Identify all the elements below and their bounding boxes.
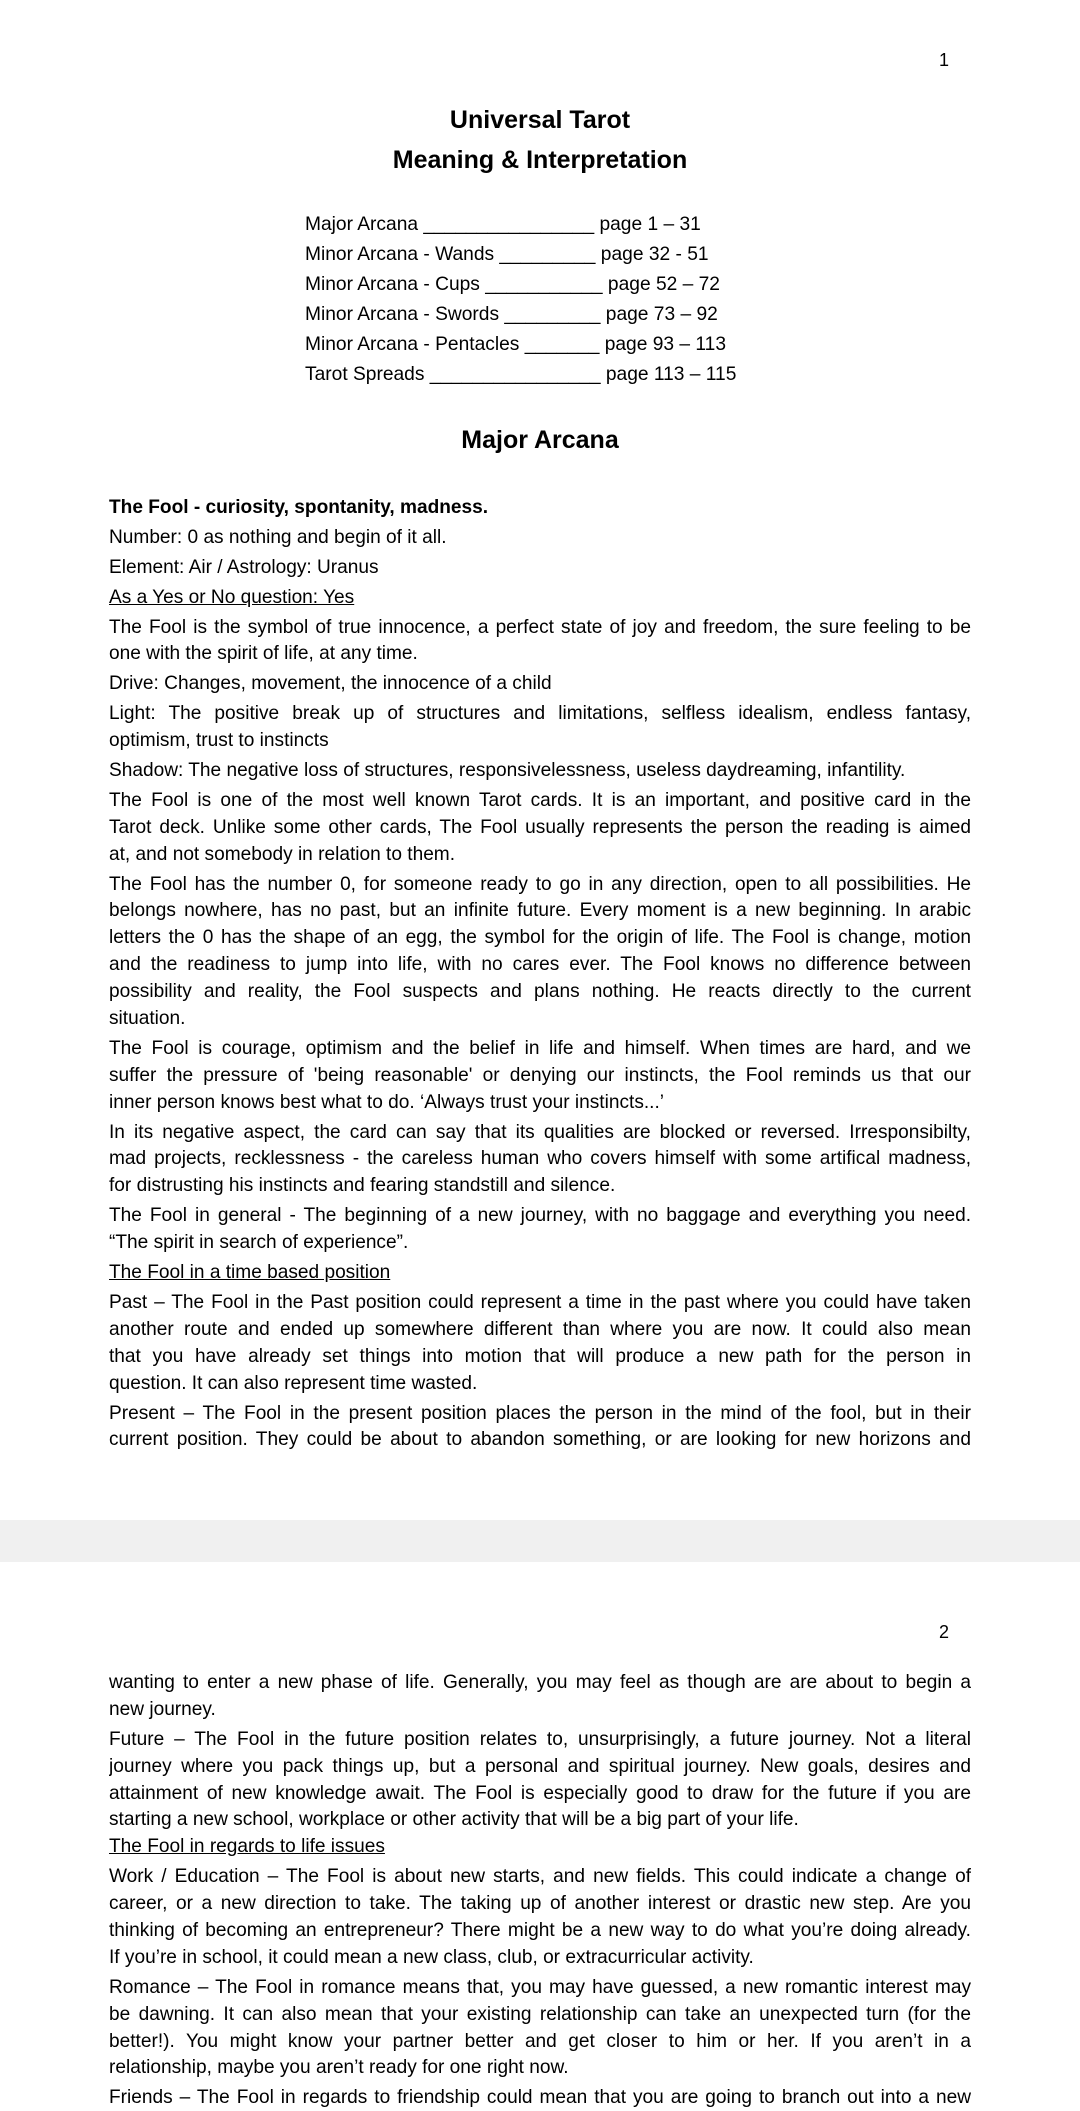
- text-line: relationship, maybe you aren’t ready for one right now.: [109, 2057, 569, 2079]
- friends-paragraph: [109, 2085, 971, 2111]
- yes-no-answer: As a Yes or No question: Yes: [109, 586, 355, 608]
- life-issues-heading: The Fool in regards to life issues: [109, 1836, 385, 1858]
- page-1-body: [109, 495, 971, 1454]
- text-line: “The spirit in search of experience”.: [109, 1232, 409, 1254]
- intro-paragraph: [109, 615, 971, 669]
- drive-line: Drive: Changes, movement, the innocence of a child: [109, 673, 552, 695]
- text-line: Light: The positive break up of structures and limitations, selfless idealism, endless fantasy,: [109, 703, 971, 725]
- text-line: The Fool is the symbol of true innocence, a perfect state of joy and freedom, the sure feeling to be: [109, 616, 971, 638]
- text-line: The Fool in general - The beginning of a new journey, with no baggage and everything you need.: [109, 1205, 971, 1227]
- text-line: situation.: [109, 1008, 186, 1030]
- text-line: Romance – The Fool in romance means that, you may have guessed, a new romantic interest may: [109, 1976, 971, 1998]
- shadow-line: Shadow: The negative loss of structures, responsivelessness, useless daydreaming, infantility.: [109, 760, 906, 782]
- toc-entry-wands: Minor Arcana - Wands _________ page 32 - 51: [305, 244, 709, 265]
- document-subtitle: Meaning & Interpretation: [392, 146, 688, 174]
- text-line: thinking of becoming an entrepreneur? There might be a new way to do what you’re doing already.: [109, 1920, 971, 1942]
- text-line: one with the spirit of life, at any time.: [109, 643, 418, 665]
- romance-paragraph: [109, 1975, 971, 2083]
- document-page-2: [0, 1562, 1080, 2111]
- general-paragraph: [109, 1203, 971, 1257]
- toc-entry-swords: Minor Arcana - Swords _________ page 73 – 92: [305, 304, 718, 325]
- well-known-paragraph: [109, 788, 971, 869]
- section-heading: Major Arcana: [461, 426, 619, 454]
- text-line: letters the 0 has the shape of an egg, the symbol for the origin of life. The Fool is change, motion: [109, 927, 971, 949]
- present-paragraph: [109, 1401, 971, 1455]
- text-line: optimism, trust to instincts: [109, 730, 329, 752]
- text-line: Past – The Fool in the Past position could represent a time in the past where you could have taken: [109, 1291, 971, 1313]
- card-heading: The Fool - curiosity, spontanity, madness.: [109, 497, 489, 518]
- text-line: starting a new school, workplace or other activity that will be a big part of your life.: [109, 1809, 799, 1831]
- text-line: at, and not somebody in relation to them.: [109, 843, 456, 865]
- text-line: for distrusting his instincts and fearing standstill and silence.: [109, 1175, 616, 1197]
- page-number: 1: [938, 50, 949, 70]
- card-number: Number: 0 as nothing and begin of it all.: [109, 526, 447, 548]
- text-line: In its negative aspect, the card can say that its qualities are blocked or reversed. Irresponsibilty,: [109, 1121, 971, 1143]
- time-position-heading: The Fool in a time based position: [109, 1262, 391, 1284]
- text-line: current position. They could be about to abandon something, or are looking for new horizons and: [109, 1429, 971, 1451]
- future-paragraph: [109, 1727, 971, 1835]
- text-line: new journey.: [109, 1698, 216, 1720]
- text-line: belongs nowhere, has no past, but an infinite future. Every moment is a new beginning. In arabic: [109, 900, 971, 922]
- page-2-body: [109, 1670, 971, 2111]
- text-line: suffer the pressure of 'being reasonable' or denying our instincts, the Fool reminds us that our: [109, 1064, 971, 1086]
- text-line: that you have already set things into motion that will produce a new path for the person in: [109, 1345, 971, 1367]
- toc-entry-pentacles: Minor Arcana - Pentacles _______ page 93 – 113: [305, 334, 726, 355]
- text-line: inner person knows best what to do. ‘Always trust your instincts...’: [109, 1091, 665, 1113]
- text-line: and the readiness to jump into life, with no cares ever. The Fool knows no difference between: [109, 954, 971, 976]
- page-number: 2: [938, 1622, 949, 1642]
- toc-entry-major-arcana: Major Arcana ________________ page 1 – 31: [305, 214, 701, 235]
- text-line: Present – The Fool in the present position places the person in the mind of the fool, but in their: [109, 1402, 971, 1424]
- text-line: possibility and reality, the Fool suspects and plans nothing. He reacts directly to the current: [109, 981, 971, 1003]
- text-line: If you’re in school, it could mean a new class, club, or extracurricular activity.: [109, 1946, 754, 1968]
- text-line: Tarot deck. Unlike some other cards, The Fool usually represents the person the reading is aimed: [109, 816, 971, 838]
- work-paragraph: [109, 1864, 971, 1972]
- negative-aspect-paragraph: [109, 1120, 971, 1201]
- text-line: Work / Education – The Fool is about new starts, and new fields. This could indicate a change of: [109, 1866, 971, 1888]
- toc-entry-spreads: Tarot Spreads ________________ page 113 – 115: [305, 364, 737, 385]
- text-line: career, or a new direction to take. The taking up of another interest or drastic new step. Are you: [109, 1893, 971, 1915]
- text-line: The Fool is courage, optimism and the belief in life and himself. When times are hard, and we: [109, 1037, 971, 1059]
- toc-entry-cups: Minor Arcana - Cups ___________ page 52 – 72: [305, 274, 720, 295]
- text-line: Friends – The Fool in regards to friendship could mean that you are going to branch out into a new: [109, 2087, 971, 2109]
- text-line: attainment of new knowledge await. The Fool is especially good to draw for the future if you are: [109, 1782, 971, 1804]
- courage-paragraph: [109, 1036, 971, 1117]
- text-line: journey where you pack things up, but a personal and spiritual journey. New goals, desires and: [109, 1755, 971, 1777]
- light-paragraph: [109, 701, 971, 755]
- number-zero-paragraph: [109, 872, 971, 1033]
- present-continuation: [109, 1670, 971, 1724]
- text-line: Future – The Fool in the future position relates to, unsurprisingly, a future journey. Not a literal: [109, 1728, 971, 1750]
- text-line: better!). You might know your partner better and get closer to him or her. If you aren’t in a: [109, 2030, 971, 2052]
- text-line: question. It can also represent time wasted.: [109, 1372, 478, 1394]
- card-element: Element: Air / Astrology: Uranus: [109, 556, 379, 578]
- past-paragraph: [109, 1290, 971, 1398]
- text-line: be dawning. It can also mean that your existing relationship can take an unexpected turn (for the: [109, 2003, 971, 2025]
- text-line: The Fool has the number 0, for someone ready to go in any direction, open to all possibilities. He: [109, 873, 971, 895]
- text-line: another route and ended up somewhere different than where you are now. It could also mean: [109, 1318, 971, 1340]
- table-of-contents: [305, 210, 736, 390]
- text-line: wanting to enter a new phase of life. Generally, you may feel as though are are about to begin a: [109, 1672, 971, 1693]
- document-title: Universal Tarot: [449, 106, 631, 134]
- text-line: mad projects, recklessness - the careless human who covers himself with some artifical madness,: [109, 1148, 971, 1170]
- text-line: The Fool is one of the most well known Tarot cards. It is an important, and positive card in the: [109, 789, 971, 811]
